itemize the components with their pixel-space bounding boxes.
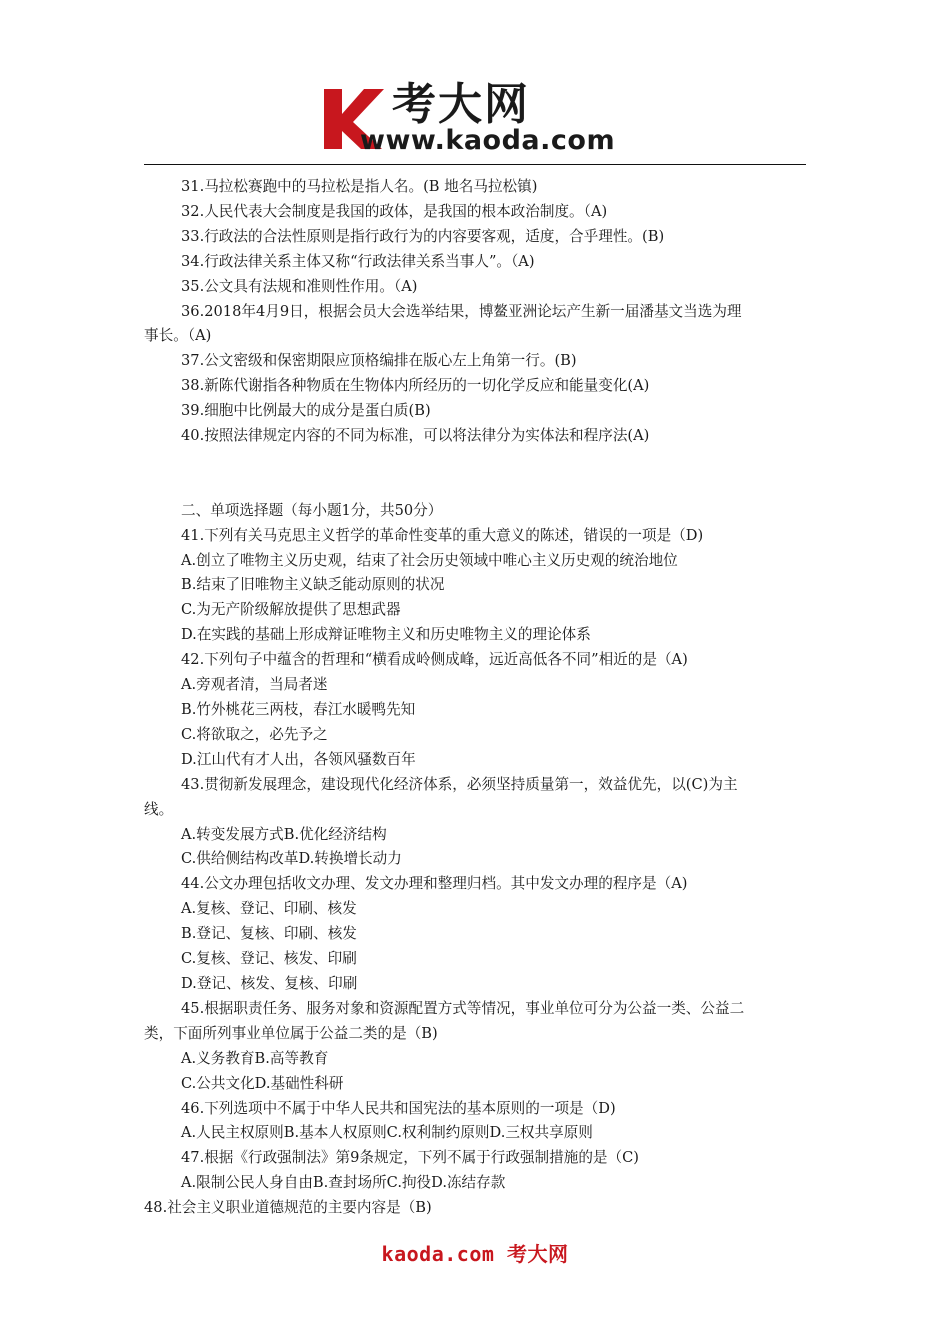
- option-line: A.人民主权原则B.基本人权原则C.权利制约原则D.三权共享原则: [181, 1124, 593, 1142]
- question-45: 45.根据职责任务、服务对象和资源配置方式等情况，事业单位可分为公益一类、公益二: [181, 999, 745, 1017]
- option-line: A.义务教育B.高等教育: [181, 1049, 329, 1067]
- option-line: D.登记、核发、复核、印刷: [181, 974, 358, 992]
- question-46: 46.下列选项中不属于中华人民共和国宪法的基本原则的一项是（D): [181, 1099, 616, 1117]
- section-spacer: [144, 449, 806, 499]
- question-43-continued: 线。: [144, 800, 174, 818]
- question-35: 35.公文具有法规和准则性作用。（A): [181, 277, 418, 295]
- question-36-continued: 事长。（A): [144, 327, 212, 345]
- question-38: 38.新陈代谢指各种物质在生物体内所经历的一切化学反应和能量变化(A): [181, 377, 650, 395]
- option-line: A.旁观者清，当局者迷: [181, 676, 328, 694]
- question-44: 44.公文办理包括收文办理、发文办理和整理归档。其中发文办理的程序是（A): [181, 875, 688, 893]
- option-line: B.竹外桃花三两枝，春江水暖鸭先知: [181, 701, 416, 719]
- question-33: 33.行政法的合法性原则是指行政行为的内容要客观，适度，合乎理性。(B): [181, 227, 665, 245]
- option-line: C.将欲取之，必先予之: [181, 725, 328, 743]
- option-line: C.为无产阶级解放提供了思想武器: [181, 601, 401, 619]
- option-line: B.登记、复核、印刷、核发: [181, 925, 357, 943]
- question-36: 36.2018年4月9日，根据会员大会选举结果，博鳌亚洲论坛产生新一届潘基文当选为理: [181, 302, 742, 320]
- question-32: 32.人民代表大会制度是我国的政体，是我国的根本政治制度。（A): [181, 202, 608, 220]
- option-line: C.公共文化D.基础性科研: [181, 1074, 344, 1092]
- header-divider: [144, 164, 806, 165]
- option-line: B.结束了旧唯物主义缺乏能动原则的状况: [181, 576, 445, 594]
- question-34: 34.行政法律关系主体又称“行政法律关系当事人”。（A): [181, 252, 535, 270]
- logo-title: 考大网: [392, 79, 530, 130]
- question-43: 43.贯彻新发展理念，建设现代化经济体系，必须坚持质量第一，效益优先，以(C)为主: [181, 775, 738, 793]
- page-footer: kaoda.com 考大网: [381, 1242, 569, 1266]
- option-line: A.创立了唯物主义历史观，结束了社会历史领域中唯心主义历史观的统治地位: [181, 551, 678, 569]
- question-42: 42.下列句子中蕴含的哲理和“横看成岭侧成峰，远近高低各不同”相近的是（A): [181, 651, 688, 669]
- question-40: 40.按照法律规定内容的不同为标准，可以将法律分为实体法和程序法(A): [181, 427, 650, 445]
- question-47: 47.根据《行政强制法》第9条规定，下列不属于行政强制措施的是（C): [181, 1149, 639, 1167]
- question-37: 37.公文密级和保密期限应顶格编排在版心左上角第一行。(B): [181, 352, 577, 370]
- question-45-continued: 类，下面所列事业单位属于公益二类的是（B): [144, 1024, 438, 1042]
- question-31: 31.马拉松赛跑中的马拉松是指人名。(B 地名马拉松镇): [181, 178, 538, 195]
- logo-url: www.kaoda.com: [360, 125, 616, 156]
- option-line: C.复核、登记、核发、印刷: [181, 950, 357, 968]
- option-line: C.供给侧结构改革D.转换增长动力: [181, 850, 402, 868]
- option-line: D.江山代有才人出，各领风骚数百年: [181, 750, 416, 768]
- question-48: 48.社会主义职业道德规范的主要内容是（B): [144, 1199, 432, 1217]
- option-line: A.限制公民人身自由B.查封场所C.拘役D.冻结存款: [181, 1174, 506, 1192]
- option-line: A.复核、登记、印刷、核发: [181, 900, 357, 918]
- option-line: A.转变发展方式B.优化经济结构: [181, 825, 387, 843]
- section-heading: 二、单项选择题（每小题1分，共50分）: [181, 501, 443, 519]
- page-header: [0, 0, 950, 170]
- question-41: 41.下列有关马克思主义哲学的革命性变革的重大意义的陈述，错误的一项是（D): [181, 526, 704, 544]
- question-39: 39.细胞中比例最大的成分是蛋白质(B): [181, 402, 431, 420]
- document-body: [144, 175, 806, 1221]
- option-line: D.在实践的基础上形成辩证唯物主义和历史唯物主义的理论体系: [181, 626, 591, 644]
